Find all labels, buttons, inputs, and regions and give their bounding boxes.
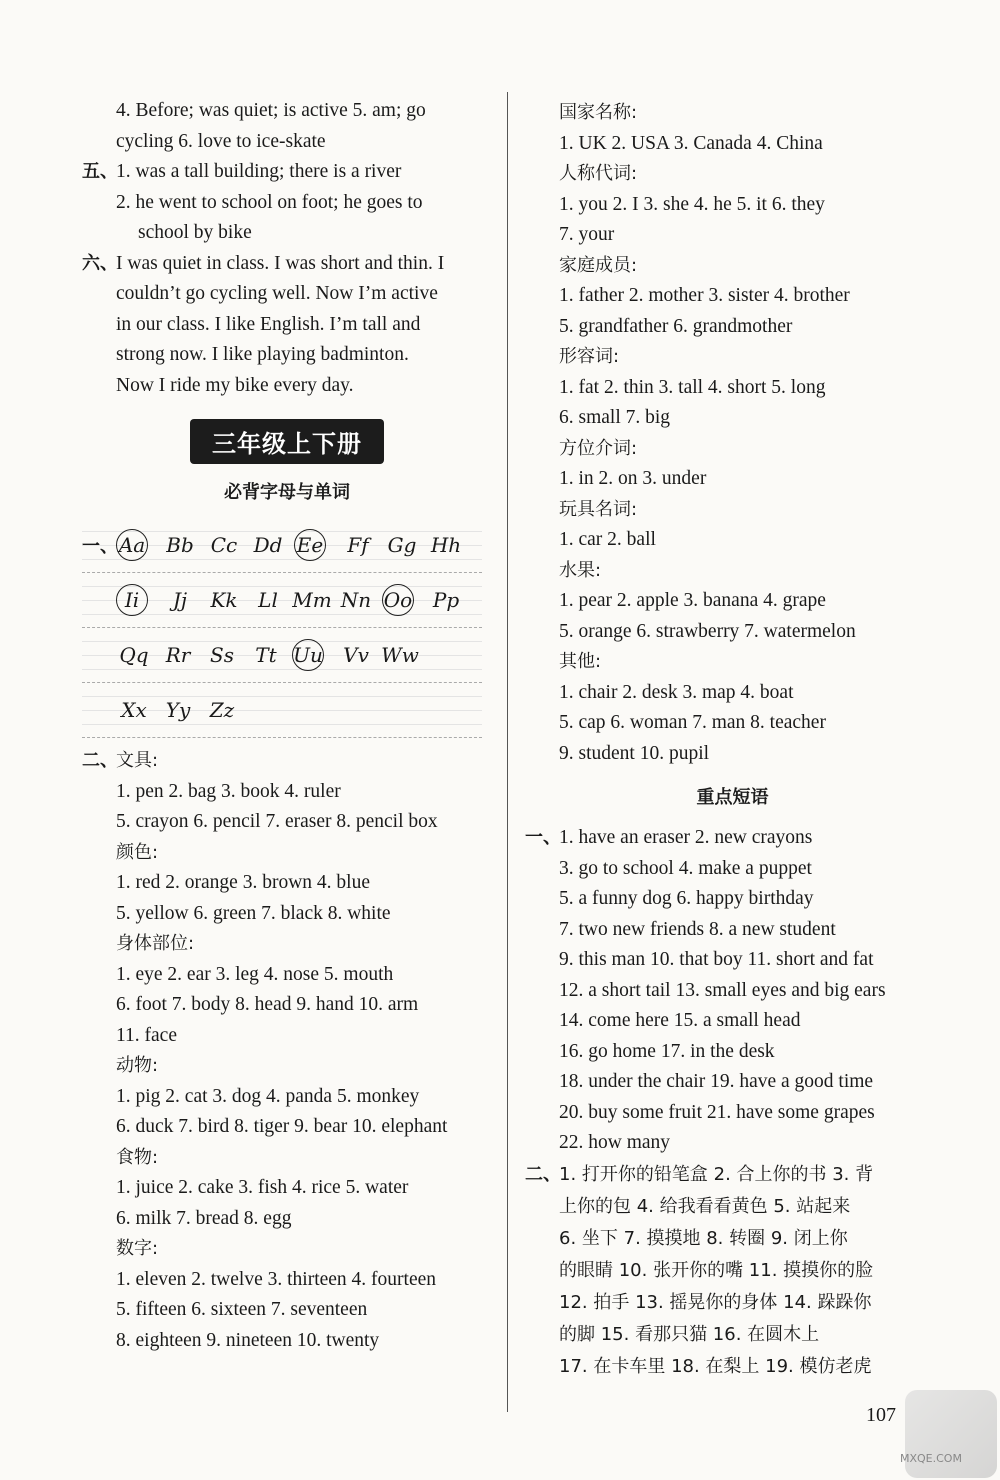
section-number: 一、	[525, 827, 561, 848]
right-column	[525, 96, 930, 1383]
letter-pair: Hh	[430, 533, 462, 557]
vocab-line: 1. chair 2. desk 3. map 4. boat	[559, 681, 794, 703]
circled-letter-pair: Ii	[116, 584, 148, 616]
vocab-line: 1. pig 2. cat 3. dog 4. panda 5. monkey	[116, 1085, 420, 1107]
letter-pair: Qq	[119, 643, 149, 667]
vocab-line: 1. pen 2. bag 3. book 4. ruler	[116, 780, 341, 802]
vocab-category	[82, 929, 482, 960]
section-six	[82, 249, 482, 402]
phrase-line: 18. under the chair 19. have a good time	[559, 1071, 874, 1092]
category-label: 国家名称:	[559, 102, 638, 123]
vocab-category	[525, 98, 930, 129]
vocab-category	[82, 1143, 482, 1174]
category-label: 食物:	[116, 1146, 159, 1168]
category-label: 人称代词:	[559, 163, 638, 184]
letter-pair: Xx	[121, 698, 147, 722]
category-label: 身体部位:	[116, 933, 195, 954]
category-label: 家庭成员:	[559, 254, 638, 276]
phrases-section	[525, 823, 930, 1159]
answer-line: cycling 6. love to ice-skate	[116, 130, 326, 152]
letter-pair: Zz	[209, 698, 235, 722]
phrase-line	[525, 823, 930, 854]
vocab-line: 1. fat 2. thin 3. tall 4. short 5. long	[559, 376, 826, 398]
vocab-line: 7. your	[559, 224, 615, 245]
section-five	[82, 157, 482, 249]
answer-line	[82, 157, 482, 188]
vocab-category	[82, 1051, 482, 1082]
section-number: 二、	[525, 1163, 561, 1185]
letter-pair: Yy	[165, 698, 191, 722]
vocab-line: 8. eighteen 9. nineteen 10. twenty	[116, 1329, 380, 1351]
vocab-line: 5. orange 6. strawberry 7. watermelon	[559, 620, 856, 642]
vocab-category	[82, 838, 482, 869]
translation-line: 17. 在卡车里 18. 在梨上 19. 模仿老虎	[559, 1355, 872, 1377]
vocab-line: 5. yellow 6. green 7. black 8. white	[116, 902, 391, 924]
watermark-text: MXQE.COM	[900, 1452, 962, 1465]
letter-pair: Ff	[347, 533, 369, 557]
letter-pair: Nn	[340, 588, 372, 612]
vocab-category	[525, 342, 930, 373]
answer-line: 2. he went to school on foot; he goes to	[116, 191, 423, 213]
phrase-line: 5. a funny dog 6. happy birthday	[559, 888, 814, 909]
letter-pair: Jj	[172, 588, 188, 612]
category-label: 形容词:	[559, 346, 620, 367]
right-vocab-section	[525, 98, 930, 769]
letter-pair: Ww	[381, 643, 419, 667]
letters-words-heading: 必背字母与单词	[224, 482, 350, 503]
circled-letter-pair: Aa	[116, 529, 148, 561]
answer-line: school by bike	[138, 222, 252, 243]
category-label: 动物:	[116, 1055, 159, 1076]
vocab-line: 11. face	[116, 1024, 177, 1046]
alphabet-block	[82, 518, 482, 738]
translation-line: 6. 坐下 7. 摸摸地 8. 转圈 9. 闭上你	[559, 1227, 848, 1249]
letter-row	[82, 628, 482, 683]
left-vocab-section	[82, 746, 482, 1356]
vocab-category	[525, 495, 930, 526]
vocab-line: 1. in 2. on 3. under	[559, 468, 707, 489]
section-number: 二、	[82, 750, 118, 771]
answer-text: I was quiet in class. I was short and thin. I	[116, 252, 445, 274]
category-label: 方位介词:	[559, 437, 638, 459]
translation-line	[525, 1159, 930, 1191]
letter-pair: Rr	[165, 643, 191, 667]
phrase-line: 9. this man 10. that boy 11. short and fat	[559, 949, 874, 970]
answer-line: strong now. I like playing badminton.	[116, 344, 409, 365]
vocab-line: 9. student 10. pupil	[559, 742, 710, 764]
vocab-line: 6. small 7. big	[559, 407, 671, 428]
letter-pair: Gg	[387, 533, 417, 557]
circled-letter-pair: Uu	[292, 639, 324, 671]
category-label: 其他:	[559, 651, 602, 672]
letter-pair: Ll	[258, 588, 278, 612]
key-phrases-heading: 重点短语	[696, 787, 769, 808]
letter-pair: Pp	[432, 588, 460, 612]
phrase-line: 16. go home 17. in the desk	[559, 1040, 775, 1062]
section-number: 六、	[82, 252, 118, 274]
letter-pair: Vv	[343, 643, 369, 667]
page-number: 107	[866, 1404, 896, 1426]
category-label: 玩具名词:	[559, 498, 638, 520]
answer-line: 4. Before; was quiet; is active 5. am; go	[116, 100, 426, 121]
vocab-line: 1. car 2. ball	[559, 529, 656, 550]
section-number: 五、	[82, 161, 118, 182]
translation-line: 上你的包 4. 给我看看黄色 5. 站起来	[559, 1195, 851, 1217]
vocab-line: 1. pear 2. apple 3. banana 4. grape	[559, 590, 826, 611]
phrase-line: 20. buy some fruit 21. have some grapes	[559, 1101, 875, 1123]
vocab-category	[82, 1234, 482, 1265]
phrase-line: 3. go to school 4. make a puppet	[559, 857, 812, 879]
letter-pair: Ss	[210, 643, 234, 667]
banner-wrap	[82, 419, 482, 464]
circled-letter-pair: Ee	[294, 529, 326, 561]
circled-letter-pair: Oo	[382, 584, 414, 616]
category-label: 水果:	[559, 559, 602, 581]
letter-pair: Dd	[253, 533, 283, 557]
letter-pair: Tt	[255, 643, 277, 667]
vocab-line: 1. eye 2. ear 3. leg 4. nose 5. mouth	[116, 963, 394, 985]
letter-row	[82, 573, 482, 628]
translation-text: 1. 打开你的铅笔盒 2. 合上你的书 3. 背	[559, 1163, 874, 1185]
translation-line: 的脚 15. 看那只猫 16. 在圆木上	[559, 1323, 820, 1345]
letter-pair: Kk	[210, 588, 238, 612]
vocab-line: 5. grandfather 6. grandmother	[559, 315, 793, 337]
vocab-category	[525, 647, 930, 678]
vocab-line: 1. you 2. I 3. she 4. he 5. it 6. they	[559, 193, 825, 215]
vocab-line: 1. father 2. mother 3. sister 4. brother	[559, 285, 850, 306]
vocab-line: 1. juice 2. cake 3. fish 4. rice 5. water	[116, 1177, 409, 1198]
column-divider	[507, 92, 508, 1412]
letter-row	[82, 518, 482, 573]
vocab-line: 6. duck 7. bird 8. tiger 9. bear 10. elephant	[116, 1116, 448, 1137]
grade-banner: 三年级上下册	[190, 419, 384, 464]
vocab-category	[525, 434, 930, 465]
vocab-line: 5. crayon 6. pencil 7. eraser 8. pencil box	[116, 811, 438, 832]
phrase-line: 14. come here 15. a small head	[559, 1010, 801, 1031]
answer-line: couldn’t go cycling well. Now I’m active	[116, 283, 438, 304]
phrase-line: 7. two new friends 8. a new student	[559, 918, 836, 940]
vocab-category	[525, 159, 930, 190]
vocab-category	[82, 746, 482, 777]
phrase-line: 22. how many	[559, 1132, 671, 1153]
answer-line: Now I ride my bike every day.	[116, 374, 354, 396]
section-number: 一、	[82, 536, 118, 557]
chinese-phrases-section	[525, 1159, 930, 1383]
translation-line: 的眼睛 10. 张开你的嘴 11. 摸摸你的脸	[559, 1259, 874, 1281]
letter-pair: Bb	[166, 533, 194, 557]
phrase-text: 1. have an eraser 2. new crayons	[559, 827, 813, 848]
answer-text: 1. was a tall building; there is a river	[116, 161, 402, 182]
letter-pair: Mm	[292, 588, 332, 612]
vocab-category	[525, 251, 930, 282]
vocab-line: 5. fifteen 6. sixteen 7. seventeen	[116, 1299, 368, 1320]
vocab-line: 1. UK 2. USA 3. Canada 4. China	[559, 132, 823, 154]
vocab-line: 1. eleven 2. twelve 3. thirteen 4. fourteen	[116, 1268, 437, 1290]
translation-line: 12. 拍手 13. 摇晃你的身体 14. 跺跺你	[559, 1291, 872, 1313]
vocab-line: 5. cap 6. woman 7. man 8. teacher	[559, 712, 826, 733]
letter-row	[82, 683, 482, 738]
vocab-category	[525, 556, 930, 587]
answer-line	[82, 249, 482, 280]
left-top-answers	[82, 96, 482, 157]
vocab-line: 6. foot 7. body 8. head 9. hand 10. arm	[116, 994, 419, 1015]
vocab-line: 6. milk 7. bread 8. egg	[116, 1207, 292, 1229]
letter-pair: Cc	[210, 533, 238, 557]
answer-line: in our class. I like English. I’m tall and	[116, 313, 421, 335]
category-label: 颜色:	[116, 841, 159, 863]
category-label: 数字:	[116, 1238, 159, 1259]
left-column	[82, 96, 482, 1356]
category-label: 文具:	[116, 750, 159, 771]
phrase-line: 12. a short tail 13. small eyes and big ears	[559, 979, 886, 1001]
vocab-line: 1. red 2. orange 3. brown 4. blue	[116, 872, 370, 893]
